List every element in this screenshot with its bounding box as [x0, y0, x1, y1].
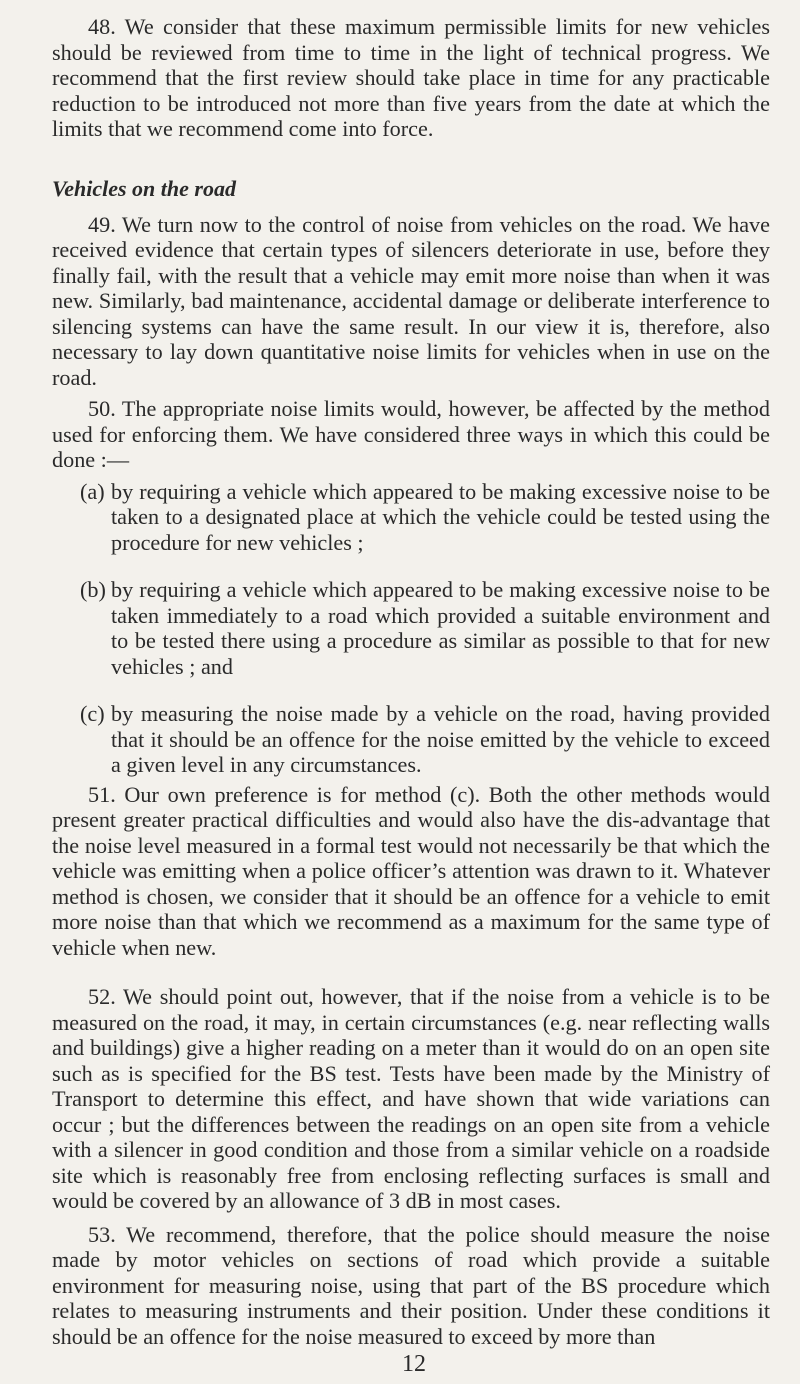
method-text: by requiring a vehicle which appeared to be making excessive noise to be taken to a designated place at which the vehicle could be tested using the procedure for new vehicles ;	[111, 478, 770, 555]
method-label: (c)	[80, 701, 105, 726]
paragraph-51: 51. Our own preference is for method (c). Both the other methods would present greater practical difficulties and would also have the dis-advantage that the noise level measured in a formal test would not necessarily be that which the vehicle was emitting when a police officer’s attention was drawn to it. Whatever method is chosen, we consider that it should be an offence for a vehicle to emit more noise than that which we recommend as a maximum for the same type of vehicle when new.	[52, 781, 770, 960]
method-item-c	[80, 701, 770, 778]
method-label: (a)	[80, 478, 105, 504]
paragraph-50: 50. The appropriate noise limits would, however, be affected by the method used for enforcing them. We have considered three ways in which this could be done :—	[52, 396, 770, 472]
page-number: 12	[402, 1351, 426, 1377]
paragraph-48: 48. We consider that these maximum permissible limits for new vehicles should be reviewed from time to time in the light of technical progress. We recommend that the first review should take place in time for any practicable reduction to be introduced not more than five years from the date at which the limits that we recommend come into force.	[52, 14, 770, 141]
method-item-b	[80, 577, 770, 679]
paragraph-49: 49. We turn now to the control of noise from vehicles on the road. We have received evidence that certain types of silencers deteriorate in use, before they finally fail, with the result that a vehicle may emit more noise than when it was new. Similarly, bad maintenance, accidental damage or deliberate interference to silencing systems can have the same result. In our view it is, therefore, also necessary to lay down quantitative noise limits for vehicles when in use on the road.	[52, 211, 770, 390]
enforcement-methods-list	[80, 479, 770, 778]
paragraph-53: 53. We recommend, therefore, that the police should measure the noise made by motor vehicles on sections of road which provide a suitable environment for measuring noise, using that part of the BS procedure which relates to measuring instruments and their position. Under these conditions it should be an offence for the noise measured to exceed by more than	[52, 1221, 770, 1349]
method-text: by requiring a vehicle which appeared to be making excessive noise to be taken immediately to a road which provided a suitable environment and to be tested there using a procedure as similar as possible to that for new vehicles ; and	[111, 577, 770, 679]
section-heading: Vehicles on the road	[52, 175, 236, 201]
method-label: (b)	[80, 577, 106, 602]
method-item-a	[80, 479, 770, 556]
paragraph-52: 52. We should point out, however, that if the noise from a vehicle is to be measured on the road, it may, in certain circumstances (e.g. near reflecting walls and buildings) give a higher reading on a meter than it would do on an open site such as is specified for the BS test. Tests have been made by the Ministry of Transport to determine this effect, and have shown that wide variations can occur ; but the differences between the readings on an open site from a vehicle with a silencer in good condition and those from a similar vehicle on a roadside site which is reasonably free from enclosing reflecting surfaces is small and would be covered by an allowance of 3 dB in most cases.	[52, 984, 770, 1213]
method-text: by measuring the noise made by a vehicle on the road, having provided that it should be an offence for the noise emitted by the vehicle to exceed a given level in any circumstances.	[111, 701, 770, 777]
